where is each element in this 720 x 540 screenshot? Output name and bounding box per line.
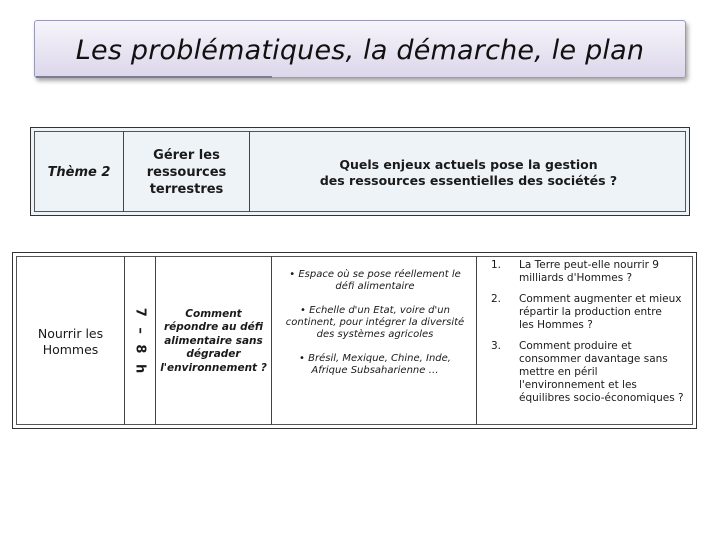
- bullet-dot: •: [300, 305, 306, 316]
- bullet-dot: •: [299, 353, 305, 364]
- main-col-separator: [476, 256, 477, 425]
- theme-subject-line: ressources: [146, 165, 227, 180]
- approach-line: Afrique Subsaharienne …: [311, 365, 439, 376]
- approach-bullet: [275, 353, 475, 377]
- problem-cell: [156, 257, 271, 426]
- theme-question: [250, 132, 687, 213]
- plan-line: l'environnement et les: [519, 379, 637, 391]
- plan-line: équilibres socio-économiques ?: [519, 392, 684, 404]
- approach-line: Echelle d'un Etat, voire d'un: [309, 305, 450, 316]
- plan-item: [479, 340, 699, 405]
- plan-text: [519, 259, 699, 285]
- theme-question-line: des ressources essentielles des sociétés ?: [319, 172, 618, 188]
- theme-subject-line: terrestres: [149, 182, 224, 197]
- plan-number: 3.: [491, 340, 502, 352]
- plan-line: milliards d'Hommes ?: [519, 272, 633, 284]
- plan-line: Comment augmenter et mieux: [519, 293, 682, 305]
- theme-subject: [124, 132, 249, 213]
- plan-item: [479, 259, 699, 285]
- plan-line: consommer davantage sans: [519, 353, 668, 365]
- approach-bullet: [275, 305, 475, 341]
- problem-line: Comment: [185, 307, 242, 320]
- plan-line: les Hommes ?: [519, 319, 593, 331]
- plan-number: 1.: [491, 259, 502, 271]
- plan-text: [519, 340, 699, 405]
- plan-line: Comment produire et: [519, 340, 632, 352]
- approach-cell: [275, 269, 475, 389]
- slide-title-box: [34, 20, 686, 78]
- plan-line: mettre en péril: [519, 366, 598, 378]
- duration-cell: [125, 257, 155, 426]
- main-col-separator: [271, 256, 272, 425]
- bullet-dot: •: [289, 269, 296, 280]
- approach-line: continent, pour intégrer la diversité: [285, 317, 465, 328]
- problem-line: alimentaire sans: [164, 334, 263, 347]
- approach-line: Espace où se pose réellement le: [298, 269, 461, 280]
- theme-table: [30, 127, 690, 216]
- topic-line: Hommes: [42, 341, 99, 357]
- approach-line: défi alimentaire: [335, 281, 415, 292]
- plan-cell: [479, 259, 699, 413]
- theme-label: Thème 2: [47, 165, 111, 180]
- approach-bullet: [275, 269, 475, 293]
- slide-title: Les problématiques, la démarche, le plan: [75, 34, 645, 66]
- theme-question-line: Quels enjeux actuels pose la gestion: [339, 156, 598, 172]
- title-underline: [36, 76, 272, 78]
- problem-line: répondre au défi: [163, 321, 264, 334]
- topic-line: Nourrir les: [37, 325, 104, 341]
- problem-line: l'environnement ?: [160, 361, 267, 374]
- main-table: [12, 252, 697, 429]
- duration-label: 7 – 8 h: [132, 307, 148, 376]
- plan-number: 2.: [491, 293, 502, 305]
- approach-line: des systèmes agricoles: [316, 329, 434, 340]
- plan-line: répartir la production entre: [519, 306, 662, 318]
- topic-cell: [17, 257, 124, 426]
- approach-line: Brésil, Mexique, Chine, Inde,: [308, 353, 451, 364]
- plan-line: La Terre peut-elle nourrir 9: [519, 259, 659, 271]
- theme-subject-line: Gérer les: [153, 148, 220, 163]
- plan-text: [519, 293, 699, 332]
- plan-item: [479, 293, 699, 332]
- problem-line: dégrader: [186, 348, 241, 361]
